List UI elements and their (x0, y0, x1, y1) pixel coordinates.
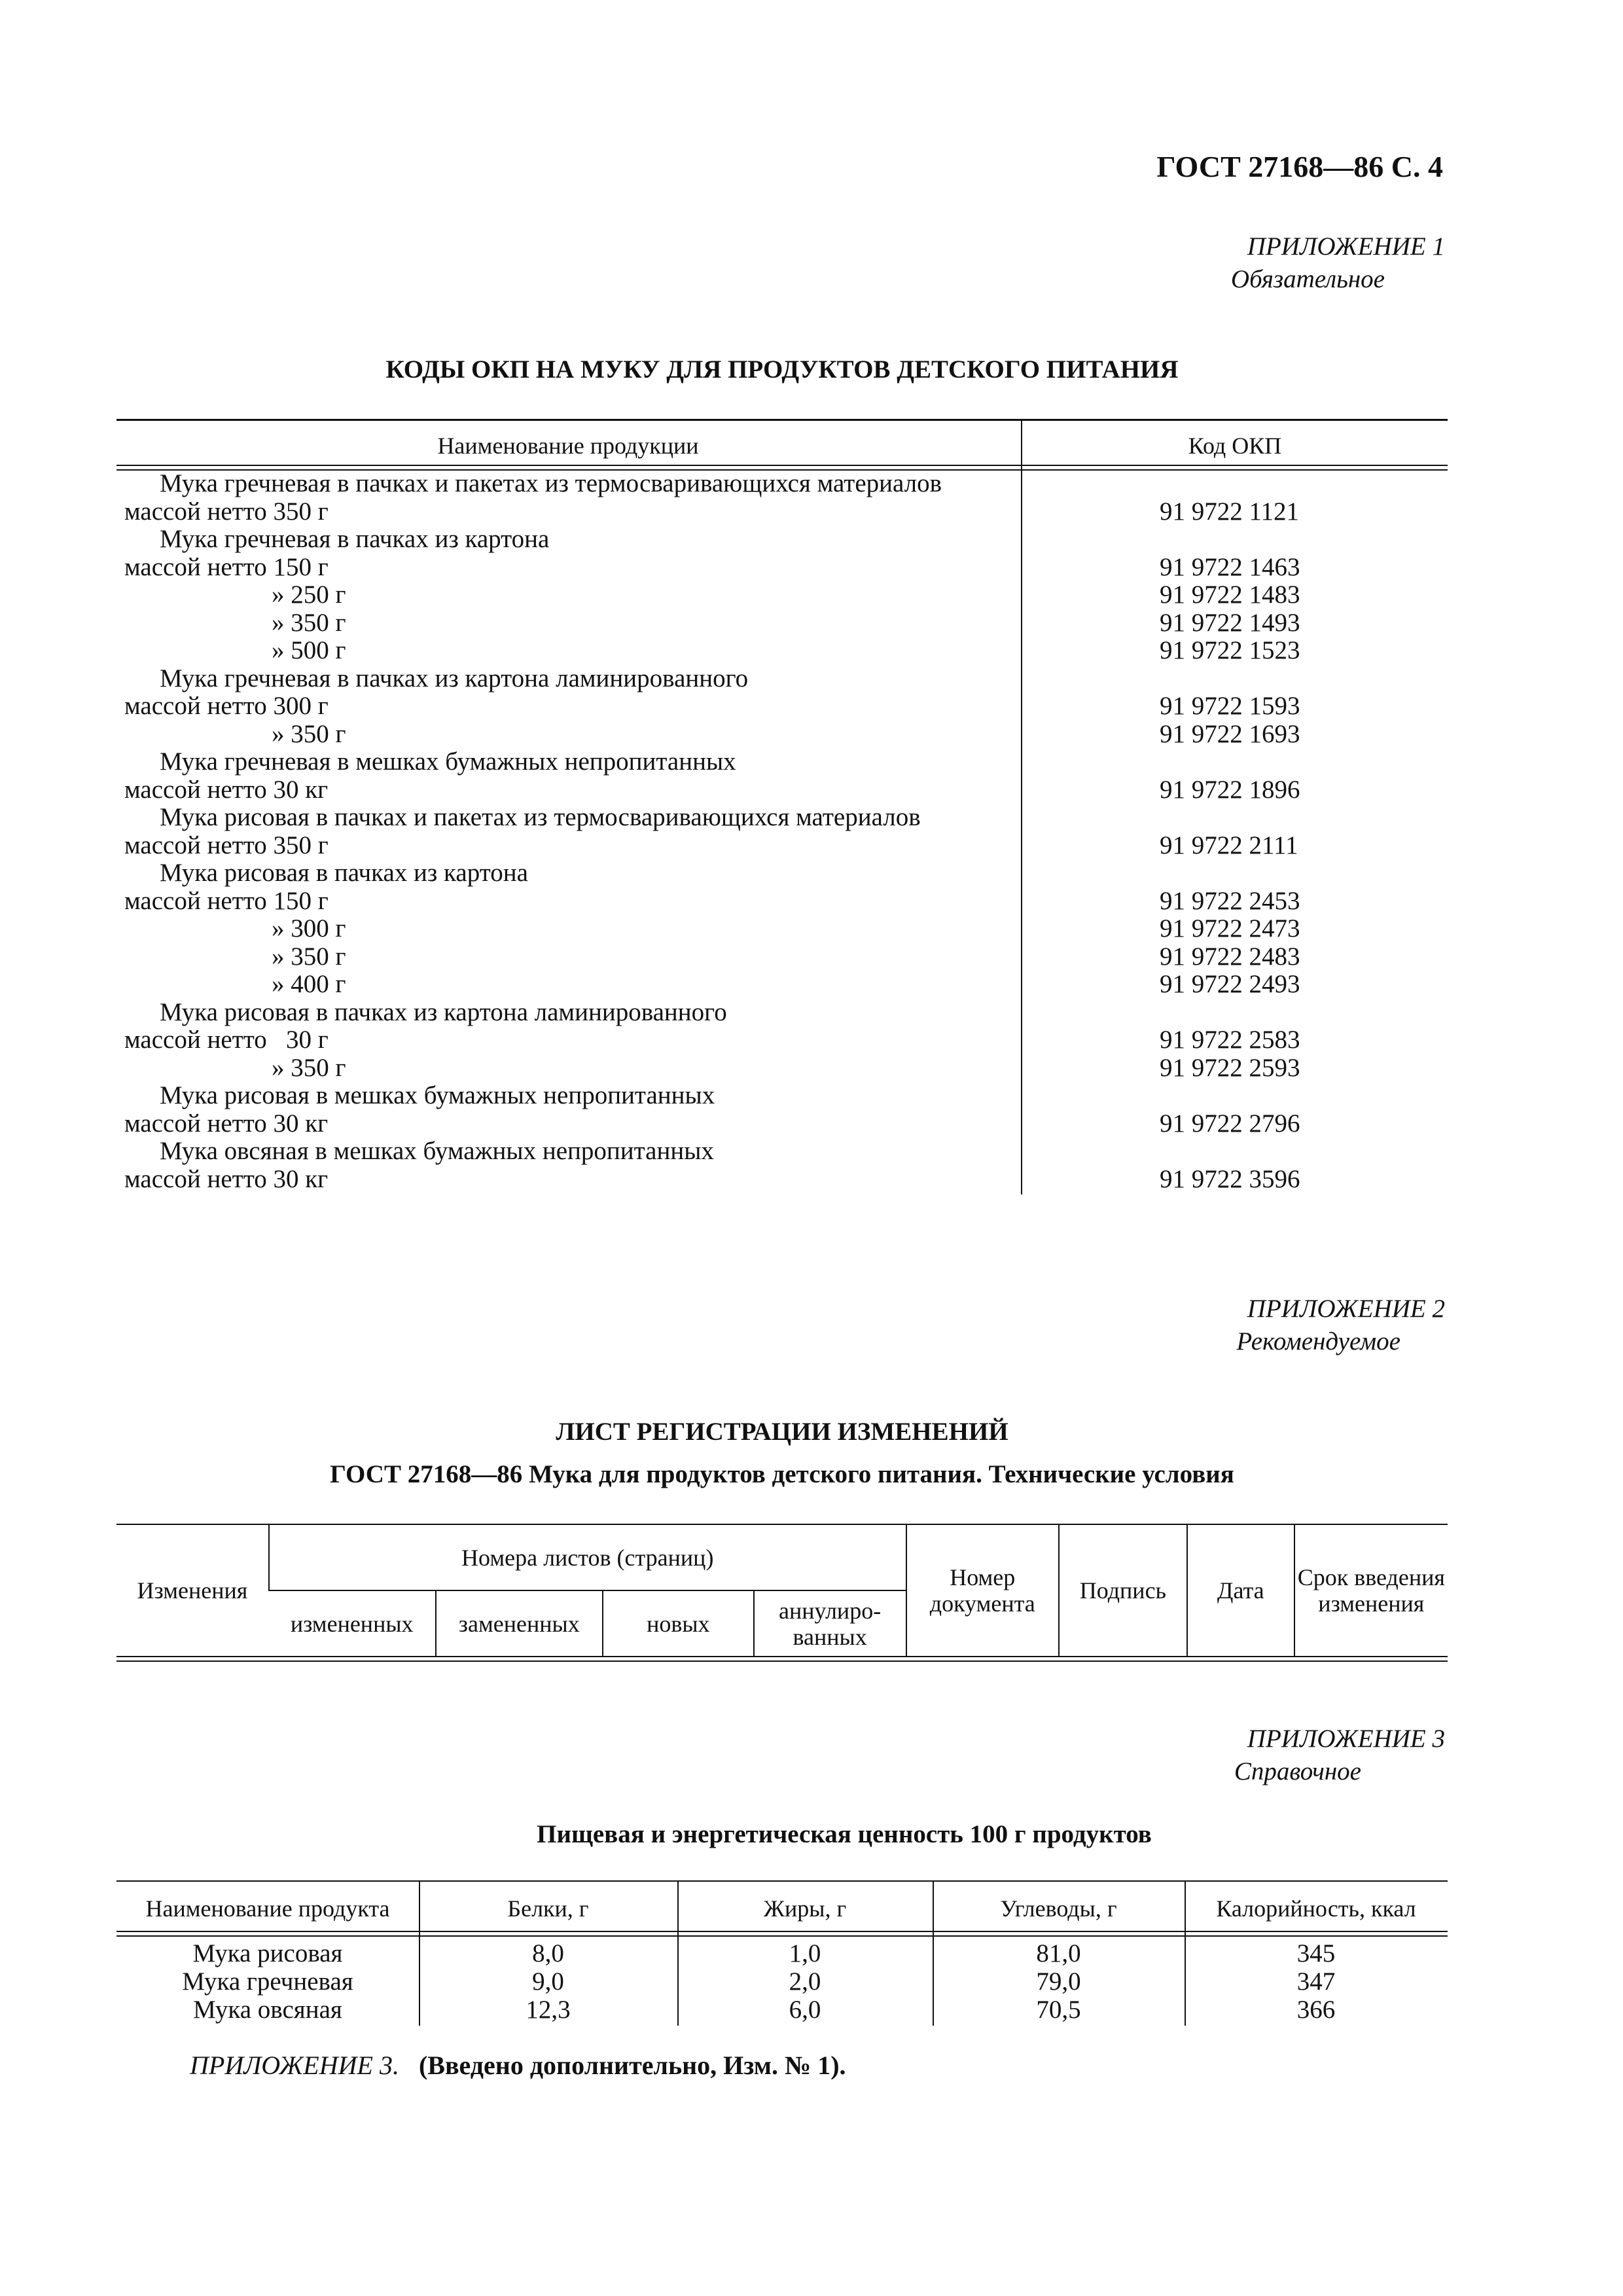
okp-code-cell (1160, 804, 1421, 832)
col-changes: Изменения (137, 1577, 248, 1604)
table2-bottom-rule-1 (116, 1656, 1448, 1657)
table3-column-divider (677, 1880, 679, 2026)
product-name-row: Мука гречневая в пачках и пакетах из термосваривающихся материалов (160, 469, 942, 497)
table3-column-header: Углеводы, г (1000, 1895, 1117, 1922)
appendix2-subtitle: ГОСТ 27168—86 Мука для продуктов детского питания. Технические условия (330, 1460, 1234, 1488)
appendix2-status: Рекомендуемое (1236, 1327, 1400, 1355)
table3-column-divider (933, 1880, 934, 2026)
appendix2-label: ПРИЛОЖЕНИЕ 2 (1247, 1295, 1445, 1323)
nutrition-value-cell: 70,5 (1036, 1996, 1081, 2024)
product-name-row: » 250 г (272, 581, 346, 609)
page-header: ГОСТ 27168—86 С. 4 (1156, 150, 1443, 183)
product-name-row: Мука гречневая в пачках из картона ламинированного (160, 664, 749, 692)
okp-code-cell: 91 9722 1463 (1160, 552, 1300, 581)
product-name-row: массой нетто 30 г (124, 1026, 329, 1054)
table3-column-header: Белки, г (507, 1895, 589, 1922)
nutrition-value-cell: 345 (1296, 1939, 1336, 1967)
okp-code-cell: 91 9722 2493 (1160, 970, 1300, 998)
product-name-row: массой нетто 30 кг (124, 1164, 329, 1193)
okp-code-cell: 91 9722 1523 (1160, 636, 1300, 664)
col-new: новых (603, 1590, 754, 1656)
product-name-row: » 350 г (272, 608, 346, 637)
okp-code-cell: 91 9722 3596 (1160, 1164, 1300, 1193)
table3-column-divider (1185, 1880, 1186, 2026)
okp-code-cell: 91 9722 1693 (1160, 719, 1300, 748)
nutrition-value-cell: 8,0 (532, 1939, 564, 1967)
appendix1-label: ПРИЛОЖЕНИЕ 1 (1247, 232, 1445, 260)
okp-code-cell (1160, 999, 1421, 1027)
col-sign: Подпись (1059, 1525, 1187, 1656)
appendix2-title: ЛИСТ РЕГИСТРАЦИИ ИЗМЕНЕНИЙ (556, 1418, 1008, 1446)
nutrition-value-cell: 79,0 (1036, 1967, 1081, 1996)
col-docnum: Номер документа (906, 1525, 1059, 1656)
nutrition-value-cell: 1,0 (789, 1939, 821, 1967)
appendix1-status: Обязательное (1230, 265, 1385, 293)
product-name-row: Мука рисовая в пачках из картона (160, 859, 528, 887)
okp-code-cell (1160, 526, 1421, 554)
okp-code-cell: 91 9722 1593 (1160, 692, 1300, 720)
appendix3-title: Пищевая и энергетическая ценность 100 г продуктов (537, 1820, 1152, 1848)
table1-header-name: Наименование продукции (437, 433, 699, 459)
product-name-row: массой нетто 30 кг (124, 775, 329, 804)
product-name-row: Мука рисовая в пачках и пакетах из термосваривающихся материалов (160, 803, 921, 831)
table1-names (124, 470, 1021, 1193)
table1-header-rule-1 (116, 465, 1448, 466)
nutrition-value-cell: 12,3 (526, 1996, 571, 2024)
table1-column-divider (1021, 419, 1022, 1194)
appendix2-label-block (1118, 1293, 1445, 1358)
product-name-cell: Мука рисовая (192, 1939, 343, 1967)
product-name-row: массой нетто 30 кг (124, 1109, 329, 1138)
okp-code-cell: 91 9722 2453 (1160, 886, 1300, 915)
table3-header-rule-1 (116, 1931, 1448, 1932)
product-name-row: Мука рисовая в мешках бумажных непропитанных (160, 1081, 715, 1109)
product-name-row: » 400 г (272, 970, 346, 998)
table1-top-rule (116, 419, 1448, 421)
product-name-row: » 300 г (272, 914, 346, 942)
okp-code-cell (1160, 748, 1421, 776)
product-name-row: массой нетто 300 г (124, 692, 329, 720)
appendix3-label-block (1118, 1723, 1445, 1788)
table3-column-header: Наименование продукта (145, 1895, 390, 1922)
okp-code-cell (1160, 470, 1421, 498)
appendix1-title: КОДЫ ОКП НА МУКУ ДЛЯ ПРОДУКТОВ ДЕТСКОГО ПИТАНИЯ (385, 355, 1179, 384)
okp-code-cell: 91 9722 2583 (1160, 1026, 1300, 1054)
product-name-row: Мука гречневая в мешках бумажных непропитанных (160, 747, 736, 776)
table3-column-header: Калорийность, ккал (1216, 1895, 1416, 1922)
table3-column-header: Жиры, г (763, 1895, 847, 1922)
col-changed: измененных (290, 1610, 414, 1637)
okp-code-cell: 91 9722 2796 (1160, 1109, 1300, 1138)
product-name-row: Мука овсяная в мешках бумажных непропитанных (160, 1137, 714, 1165)
col-pages: Номера листов (страниц) (269, 1525, 906, 1590)
okp-code-cell: 91 9722 2593 (1160, 1053, 1300, 1082)
appendix1-label-block (1118, 230, 1445, 296)
nutrition-value-cell: 9,0 (532, 1967, 564, 1996)
product-name-row: массой нетто 150 г (124, 886, 329, 915)
table3-top-rule (116, 1880, 1448, 1882)
okp-code-cell (1160, 1138, 1421, 1166)
product-name-row: Мука рисовая в пачках из картона ламинированного (160, 997, 727, 1026)
okp-code-cell: 91 9722 1493 (1160, 608, 1300, 637)
okp-code-cell: 91 9722 2473 (1160, 914, 1300, 942)
okp-code-cell: 91 9722 1483 (1160, 581, 1300, 609)
okp-code-cell: 91 9722 2111 (1160, 831, 1298, 859)
nutrition-value-cell: 81,0 (1036, 1939, 1081, 1967)
nutrition-value-cell: 366 (1296, 1996, 1336, 2024)
appendix3-label: ПРИЛОЖЕНИЕ 3 (1247, 1725, 1445, 1753)
product-name-row: » 350 г (272, 719, 346, 748)
table2-bottom-rule-2 (116, 1660, 1448, 1662)
change-registration-table (116, 1525, 1448, 1656)
okp-code-cell (1160, 859, 1421, 888)
col-date: Дата (1187, 1525, 1294, 1656)
note-bold: (Введено дополнительно, Изм. № 1). (418, 2051, 846, 2080)
product-name-cell: Мука овсяная (193, 1996, 342, 2024)
product-name-row: » 350 г (272, 1053, 346, 1082)
okp-code-cell: 91 9722 1896 (1160, 775, 1300, 804)
table3-header-rule-2 (116, 1935, 1448, 1937)
product-name-row: » 350 г (272, 942, 346, 971)
col-cancelled: аннулиро-ванных (754, 1590, 906, 1656)
product-name-row: массой нетто 350 г (124, 497, 329, 526)
table1-codes (1160, 470, 1421, 1193)
product-name-row: массой нетто 150 г (124, 552, 329, 581)
okp-code-cell (1160, 1082, 1421, 1110)
okp-code-cell (1160, 665, 1421, 693)
appendix3-note (190, 2050, 846, 2081)
product-name-cell: Мука гречневая (182, 1967, 353, 1996)
product-name-row: Мука гречневая в пачках из картона (160, 525, 550, 553)
col-term: Срок введения изменения (1294, 1525, 1448, 1656)
table3-column-divider (419, 1880, 420, 2026)
product-name-row: массой нетто 350 г (124, 831, 329, 859)
nutrition-value-cell: 347 (1296, 1967, 1336, 1996)
appendix3-status: Справочное (1234, 1757, 1361, 1785)
nutrition-value-cell: 2,0 (789, 1967, 821, 1996)
nutrition-value-cell: 6,0 (789, 1996, 821, 2024)
okp-code-cell: 91 9722 2483 (1160, 942, 1300, 971)
note-italic: ПРИЛОЖЕНИЕ 3. (190, 2051, 399, 2080)
okp-code-cell: 91 9722 1121 (1160, 497, 1300, 526)
col-replaced: замененных (436, 1590, 603, 1656)
table1-header-code: Код ОКП (1188, 433, 1282, 459)
product-name-row: » 500 г (272, 636, 346, 664)
